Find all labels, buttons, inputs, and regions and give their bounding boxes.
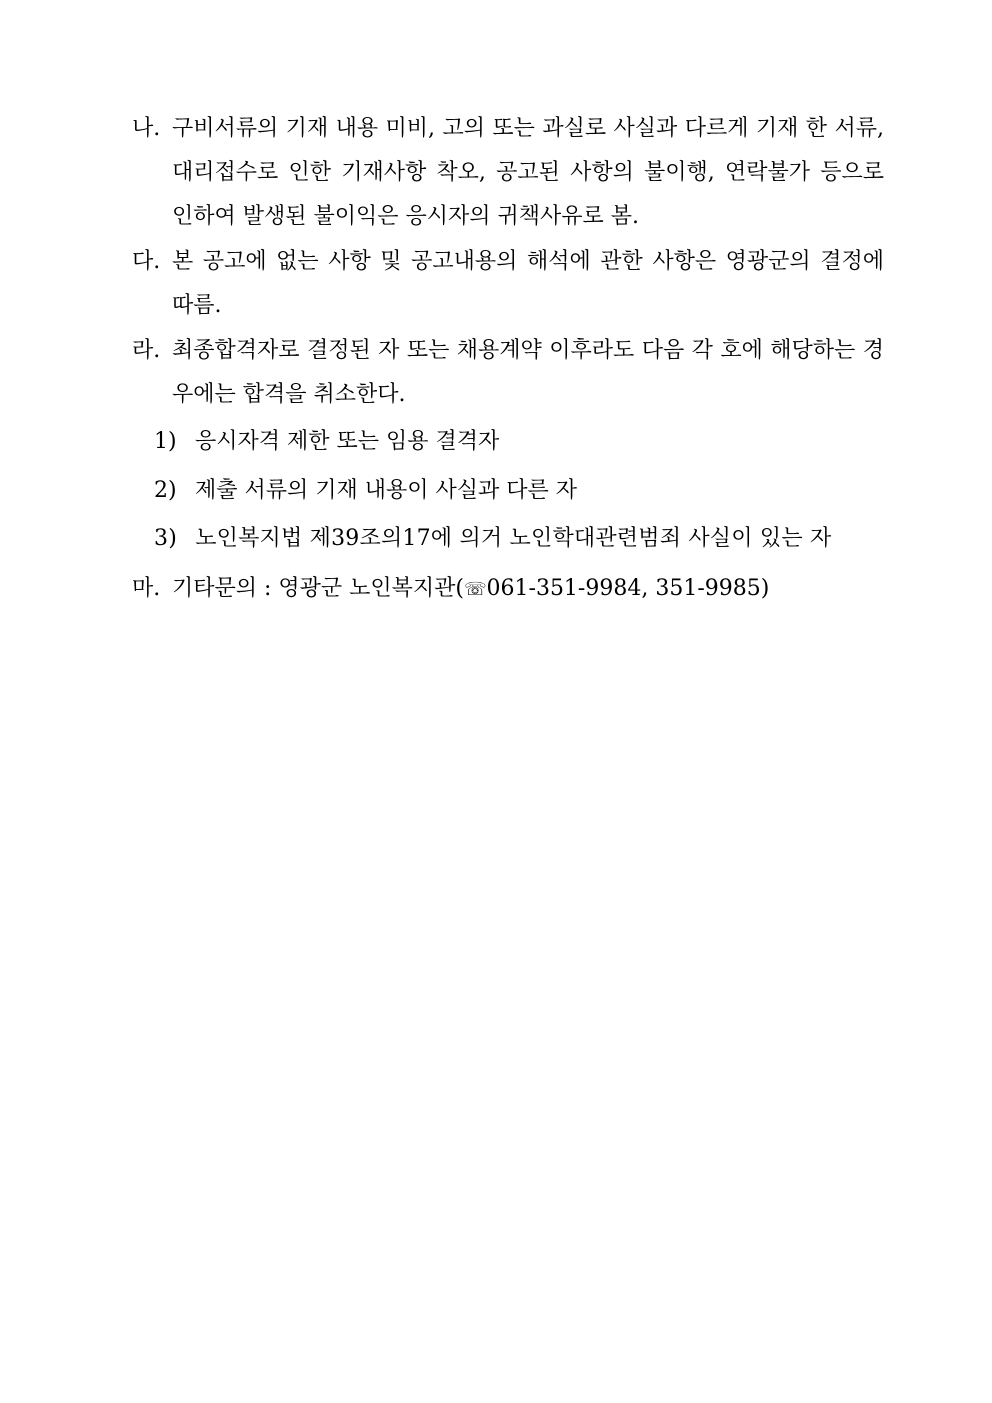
item-text: 최종합격자로 결정된 자 또는 채용계약 이후라도 다음 각 호에 해당하는 경우에는 합격을 취소한다.: [172, 338, 884, 407]
contact-label: 기타문의 : 영광군 노인복지관(: [172, 576, 464, 601]
contact-line: [132, 567, 884, 612]
sub-item-number: 3): [154, 526, 177, 551]
item-text: 구비서류의 기재 내용 미비, 고의 또는 과실로 사실과 다르게 기재 한 서류, 대리접수로 인한 기재사항 착오, 공고된 사항의 불이행, 연락불가 등으로 인하여 발생된 불이익은 응시자의 귀책사유로 봄.: [172, 116, 884, 229]
list-item-na: [132, 107, 884, 239]
sub-item-text: 응시자격 제한 또는 임용 결격자: [195, 429, 500, 454]
sub-item-text: 노인복지법 제39조의17에 의거 노인학대관련범죄 사실이 있는 자: [195, 526, 832, 551]
item-marker: 나.: [132, 116, 161, 141]
sub-item-number: 2): [154, 478, 177, 503]
sub-item: [154, 469, 884, 513]
contact-numbers: 061-351-9984, 351-9985): [486, 576, 770, 601]
item-text: 본 공고에 없는 사항 및 공고내용의 해석에 관한 사항은 영광군의 결정에 따름.: [172, 249, 884, 318]
sub-item: [154, 517, 884, 561]
sub-item-number: 1): [154, 429, 177, 454]
item-marker: 다.: [132, 249, 161, 274]
list-item-da: [132, 240, 884, 328]
list-item-ra: [132, 329, 884, 417]
sub-item: [154, 420, 884, 464]
item-marker: 라.: [132, 338, 161, 363]
phone-icon: ☏: [464, 579, 487, 600]
item-marker: 마.: [132, 576, 161, 601]
sub-item-text: 제출 서류의 기재 내용이 사실과 다른 자: [195, 478, 577, 503]
